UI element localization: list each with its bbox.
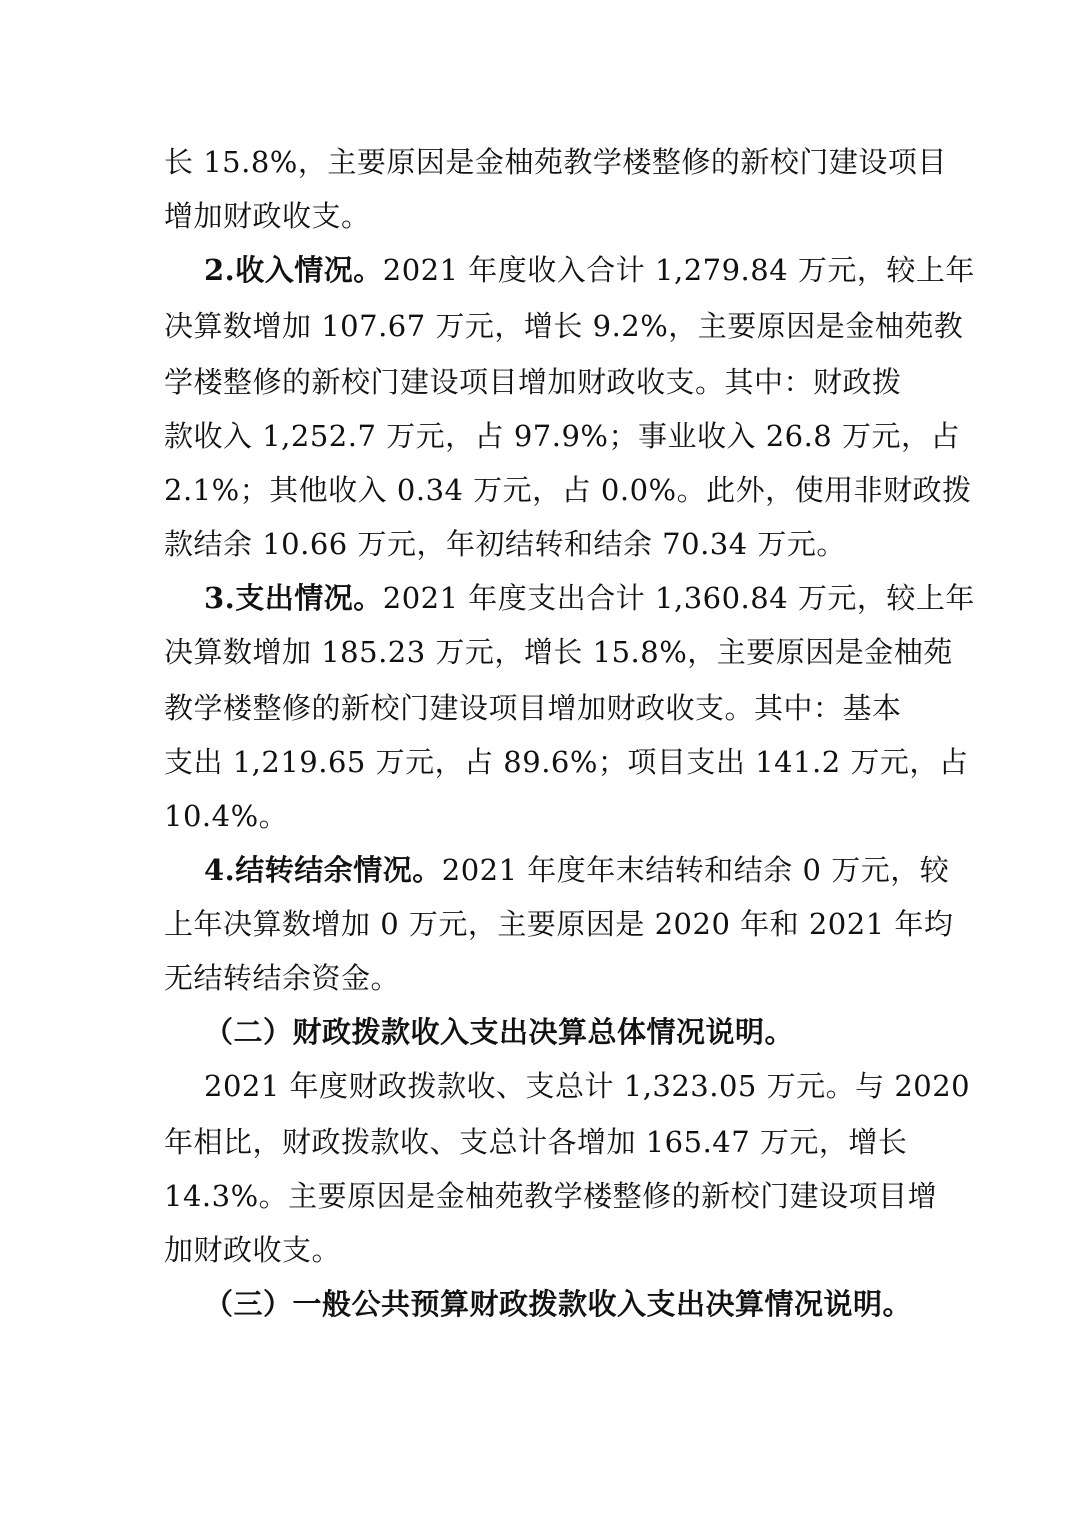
- income-heading: 2.收入情况。: [204, 253, 383, 287]
- paragraph-line: 10.4%。: [164, 799, 289, 833]
- paragraph-line: 长 15.8%，主要原因是金柚苑教学楼整修的新校门建设项目: [164, 145, 947, 179]
- paragraph-line: 2.1%；其他收入 0.34 万元，占 0.0%。此外，使用非财政拨: [164, 473, 972, 507]
- paragraph-line: 上年决算数增加 0 万元，主要原因是 2020 年和 2021 年均: [164, 907, 954, 941]
- paragraph-first-line: [204, 580, 975, 616]
- paragraph-line: 加财政收支。: [164, 1233, 342, 1267]
- paragraph-first-line: [204, 252, 975, 288]
- paragraph-line: 款收入 1,252.7 万元，占 97.9%；事业收入 26.8 万元，占: [164, 419, 960, 453]
- paragraph-line: 年相比，财政拨款收、支总计各增加 165.47 万元，增长: [164, 1125, 908, 1159]
- paragraph-first-line: [204, 852, 949, 888]
- paragraph-line: 增加财政收支。: [164, 199, 371, 233]
- paragraph-first-line: 2021 年度财政拨款收、支总计 1,323.05 万元。与 2020: [204, 1069, 971, 1103]
- paragraph-line: 教学楼整修的新校门建设项目增加财政收支。其中：基本: [164, 691, 902, 725]
- paragraph-line: 决算数增加 185.23 万元，增长 15.8%，主要原因是金柚苑: [164, 635, 953, 669]
- paragraph-line: 款结余 10.66 万元，年初结转和结余 70.34 万元。: [164, 527, 846, 561]
- paragraph-line: 14.3%。主要原因是金柚苑教学楼整修的新校门建设项目增: [164, 1179, 938, 1213]
- paragraph-line: 决算数增加 107.67 万元，增长 9.2%，主要原因是金柚苑教: [164, 309, 964, 343]
- paragraph-line: 学楼整修的新校门建设项目增加财政收支。其中：财政拨: [164, 365, 902, 399]
- paragraph-line: 无结转结余资金。: [164, 961, 401, 995]
- paragraph-line: 支出 1,219.65 万元，占 89.6%；项目支出 141.2 万元，占: [164, 745, 969, 779]
- paragraph-text: 2021 年度支出合计 1,360.84 万元，较上年: [382, 581, 975, 615]
- paragraph-text: 2021 年度年末结转和结余 0 万元，较: [441, 853, 950, 887]
- expenditure-heading: 3.支出情况。: [204, 581, 383, 615]
- carryover-heading: 4.结转结余情况。: [204, 853, 442, 887]
- section-heading-2: （二）财政拨款收入支出决算总体情况说明。: [204, 1015, 795, 1049]
- paragraph-text: 2021 年度收入合计 1,279.84 万元，较上年: [382, 253, 975, 287]
- section-heading-3: （三）一般公共预算财政拨款收入支出决算情况说明。: [204, 1287, 913, 1321]
- document-page: [164, 0, 975, 1520]
